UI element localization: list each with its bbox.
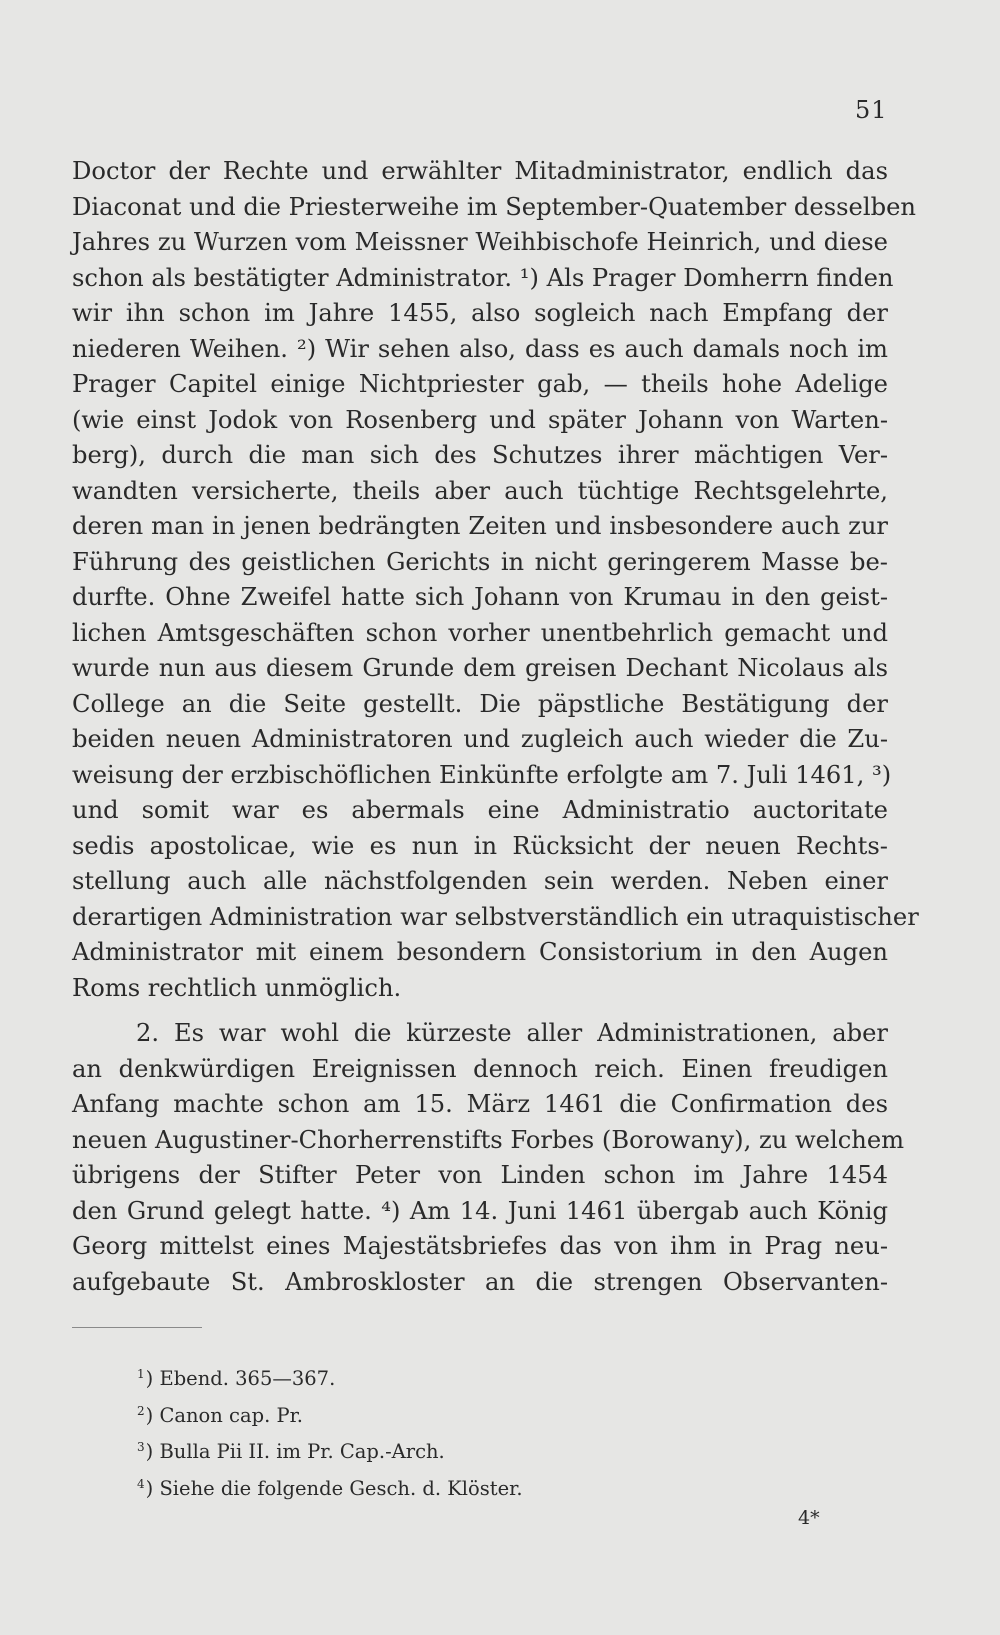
text-line: Führung des geistlichen Gerichts in nicht geringerem Masse be- (72, 547, 888, 576)
signature-mark: 4* (798, 1507, 820, 1529)
footnote-text: Ebend. 365—367. (159, 1367, 336, 1390)
page-number: 51 (855, 96, 888, 124)
text-line: 2. Es war wohl die kürzeste aller Administrationen, aber (136, 1019, 888, 1047)
footnote: $^3$) Bulla Pii II. im Pr. Cap.-Arch. (137, 1440, 445, 1463)
text-line: wandten versicherte, theils aber auch tüchtige Rechtsgelehrte, (72, 476, 888, 505)
text-line: stellung auch alle nächstfolgenden sein werden. Neben einer (72, 867, 888, 895)
text-line: deren man in jenen bedrängten Zeiten und insbesondere auch zur (72, 512, 888, 540)
text-line: derartigen Administration war selbstverständlich ein utraquistischer (72, 902, 919, 931)
footnote-mark: 3 (137, 1440, 145, 1454)
text-line: Roms rechtlich unmöglich. (72, 973, 402, 1002)
text-line: übrigens der Stifter Peter von Linden schon im Jahre 1454 (72, 1161, 888, 1189)
footnote-mark: 2 (137, 1403, 145, 1418)
footnote: $^4$) Siehe die folgende Gesch. d. Klöster. (137, 1476, 523, 1500)
text-line: berg), durch die man sich des Schutzes ihrer mächtigen Ver- (72, 441, 888, 469)
text-line: Doctor der Rechte und erwählter Mitadministrator, endlich das (72, 157, 888, 185)
text-line: wir ihn schon im Jahre 1455, also sogleich nach Empfang der (72, 299, 888, 327)
text-line: durfte. Ohne Zweifel hatte sich Johann von Krumau in den geist- (72, 583, 888, 611)
footnote-separator (72, 1327, 202, 1328)
text-line: den Grund gelegt hatte. ⁴) Am 14. Juni 1461 übergab auch König (72, 1196, 888, 1225)
text-line: wurde nun aus diesem Grunde dem greisen Dechant Nicolaus als (72, 654, 888, 682)
text-line: Prager Capitel einige Nichtpriester gab, — theils hohe Adelige (72, 370, 888, 398)
text-line: Diaconat und die Priesterweihe im September-Quatember desselben (72, 192, 916, 221)
text-line: weisung der erzbischöflichen Einkünfte erfolgte am 7. Juli 1461, ³) (72, 760, 892, 789)
footnote-text: Canon cap. Pr. (159, 1403, 303, 1427)
text-line: niederen Weihen. ²) Wir sehen also, dass es auch damals noch im (72, 334, 888, 363)
text-line: sedis apostolicae, wie es nun in Rücksicht der neuen Rechts- (72, 831, 888, 860)
text-line: Anfang machte schon am 15. März 1461 die Confirmation des (72, 1090, 888, 1118)
text-line: lichen Amtsgeschäften schon vorher unentbehrlich gemacht und (72, 618, 888, 647)
footnote-text: Bulla Pii II. im Pr. Cap.-Arch. (159, 1440, 445, 1463)
footnotes (137, 1356, 523, 1502)
text-line: aufgebaute St. Ambroskloster an die strengen Observanten- (72, 1267, 888, 1296)
text-line: (wie einst Jodok von Rosenberg und später Johann von Warten- (72, 405, 888, 434)
footnote: $^2$) Canon cap. Pr. (137, 1403, 303, 1427)
footnote: $^1$) Ebend. 365—367. (137, 1367, 336, 1390)
paragraph-gap (72, 1006, 888, 1016)
text-line: Administrator mit einem besondern Consistorium in den Augen (72, 938, 888, 966)
footnote-text: Siehe die folgende Gesch. d. Klöster. (159, 1476, 523, 1500)
footnote-mark: 4 (137, 1476, 145, 1491)
main-text (72, 154, 919, 1300)
text-line: beiden neuen Administratoren und zugleich auch wieder die Zu- (72, 725, 888, 753)
text-line: an denkwürdigen Ereignissen dennoch reich. Einen freudigen (72, 1054, 888, 1083)
text-line: schon als bestätigter Administrator. ¹) Als Prager Domherrn finden (72, 263, 894, 292)
footnote-mark: 1 (137, 1367, 145, 1381)
text-line: neuen Augustiner-Chorherrenstifts Forbes (Borowany), zu welchem (72, 1125, 905, 1154)
text-line: und somit war es abermals eine Administratio auctoritate (72, 796, 888, 824)
text-line: Jahres zu Wurzen vom Meissner Weihbischofe Heinrich, und diese (72, 228, 888, 256)
text-line: College an die Seite gestellt. Die päpstliche Bestätigung der (72, 689, 888, 718)
text-line: Georg mittelst eines Majestätsbriefes das von ihm in Prag neu- (72, 1232, 888, 1260)
